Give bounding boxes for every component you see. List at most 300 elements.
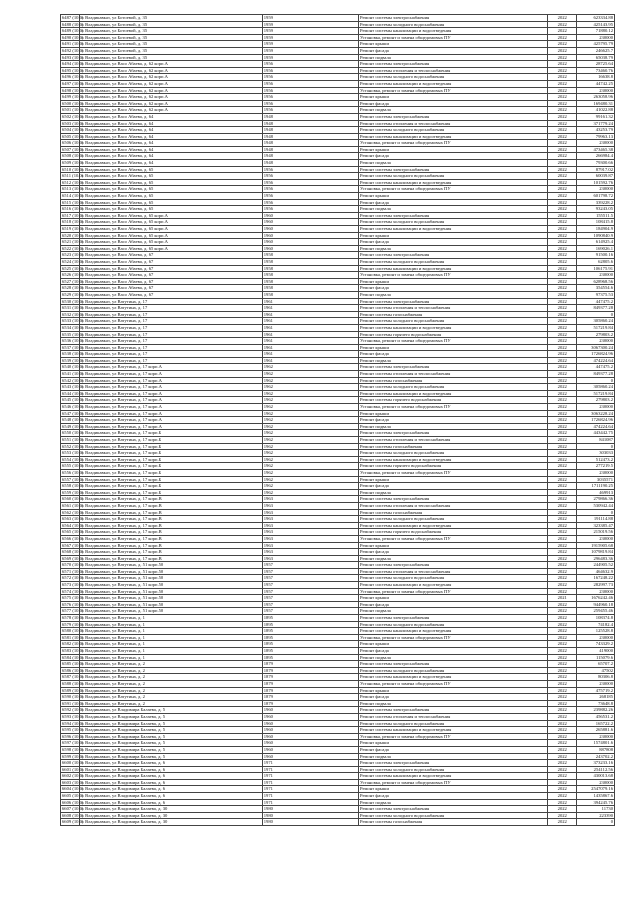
plan-year-cell: 2022	[548, 397, 577, 404]
address-cell: г. Владикавказ, ул Ватутина, д. 17 корп.В	[80, 535, 262, 542]
address-cell: г. Владикавказ, ул Ботоевой, д. 35	[80, 47, 262, 54]
address-cell: г. Владикавказ, ул Ватутина, д. 17 корп.А	[80, 423, 262, 430]
address-cell: г. Владикавказ, ул Владимира Балаева, д. 5	[80, 733, 262, 740]
work-type-cell: Ремонт системы отопления и теплоснабжения	[358, 713, 547, 720]
address-cell: г. Владикавказ, ул Ватутина, д. 1	[80, 634, 262, 641]
plan-year-cell: 2022	[548, 120, 577, 127]
table-row	[61, 641, 615, 648]
cost-cell: 628968.56	[577, 278, 615, 285]
table-row	[61, 357, 615, 364]
build-year-cell: 1957	[262, 562, 358, 569]
work-type-cell: Ремонт системы канализации и водоотведения	[358, 582, 547, 589]
build-year-cell: 1971	[262, 799, 358, 806]
plan-year-cell: 2022	[548, 549, 577, 556]
address-cell: г. Владикавказ, ул Ботоевой, д. 35	[80, 41, 262, 48]
table-row	[61, 186, 615, 193]
plan-year-cell: 2022	[548, 707, 577, 714]
build-year-cell: 1962	[262, 423, 358, 430]
table-row	[61, 371, 615, 378]
work-type-cell: Ремонт фасада	[358, 239, 547, 246]
work-type-cell: Ремонт системы электроснабжения	[358, 806, 547, 813]
work-type-cell: Ремонт системы электроснабжения	[358, 661, 547, 668]
table-row	[61, 773, 615, 780]
plan-year-cell: 2022	[548, 212, 577, 219]
plan-year-cell: 2022	[548, 713, 577, 720]
build-year-cell: 1963	[262, 522, 358, 529]
plan-year-cell: 2022	[548, 575, 577, 582]
plan-year-cell: 2022	[548, 278, 577, 285]
plan-year-cell: 2022	[548, 476, 577, 483]
cost-cell: 3063228.24	[577, 410, 615, 417]
address-cell: г. Владикавказ, ул Васо Абаева, д. 64	[80, 160, 262, 167]
work-type-cell: Ремонт фасада	[358, 694, 547, 701]
cost-cell: 849377.28	[577, 371, 615, 378]
cost-cell: 243702.2	[577, 753, 615, 760]
cost-cell: 512473.2	[577, 456, 615, 463]
table-row	[61, 509, 615, 516]
cost-cell: 1079819.84	[577, 549, 615, 556]
address-cell: г. Владикавказ, ул Ватутина, д. 17 корп.Б	[80, 443, 262, 450]
build-year-cell: 1962	[262, 443, 358, 450]
address-cell: г. Владикавказ, ул Ватутина, д. 51 корп.50	[80, 568, 262, 575]
build-year-cell: 1895	[262, 628, 358, 635]
table-row	[61, 100, 615, 107]
plan-year-cell: 2022	[548, 146, 577, 153]
address-cell: г. Владикавказ, ул Васо Абаева, д. 64	[80, 120, 262, 127]
table-row	[61, 634, 615, 641]
build-year-cell: 1959	[262, 34, 358, 41]
build-year-cell: 1962	[262, 437, 358, 444]
row-number: 6567 (10.0)	[62, 542, 84, 548]
cost-cell: 0	[577, 509, 615, 516]
address-cell: г. Владикавказ, ул Ботоевой, д. 35	[80, 28, 262, 35]
plan-year-cell: 2022	[548, 331, 577, 338]
cost-cell: 230000	[577, 535, 615, 542]
cost-cell: 125528.8	[577, 628, 615, 635]
cost-cell: 371779.24	[577, 120, 615, 127]
build-year-cell: 1958	[262, 291, 358, 298]
cost-cell: 65707.2	[577, 661, 615, 668]
build-year-cell: 1879	[262, 694, 358, 701]
table-row	[61, 272, 615, 279]
address-cell: г. Владикавказ, ул Владимира Балаева, д. 30	[80, 812, 262, 819]
work-type-cell: Ремонт системы отопления и теплоснабжения	[358, 437, 547, 444]
row-number: 6549 (10.0)	[62, 423, 84, 429]
plan-year-cell: 2022	[548, 812, 577, 819]
cost-cell: 73460.76	[577, 67, 615, 74]
address-cell: г. Владикавказ, ул Васо Абаева, д. 62 корп.А	[80, 80, 262, 87]
table-row	[61, 179, 615, 186]
table-row	[61, 390, 615, 397]
work-type-cell: Ремонт фасада	[358, 601, 547, 608]
table-row	[61, 443, 615, 450]
plan-year-cell: 2022	[548, 193, 577, 200]
build-year-cell: 1957	[262, 601, 358, 608]
cost-cell: 74182.4	[577, 621, 615, 628]
work-type-cell: Ремонт фасада	[358, 285, 547, 292]
row-number: 6508 (10.0)	[62, 153, 84, 159]
build-year-cell: 1956	[262, 80, 358, 87]
work-type-cell: Ремонт системы электроснабжения	[358, 212, 547, 219]
plan-year-cell: 2022	[548, 34, 577, 41]
cost-cell: 99161.32	[577, 113, 615, 120]
row-number: 6495 (10.0)	[62, 67, 84, 73]
cost-cell: 230000	[577, 34, 615, 41]
work-type-cell: Ремонт подвала	[358, 160, 547, 167]
work-type-cell: Ремонт системы газоснабжения	[358, 819, 547, 826]
address-cell: г. Владикавказ, ул Ватутина, д. 17 корп.Б	[80, 463, 262, 470]
address-cell: г. Владикавказ, ул Ватутина, д. 17 корп.А	[80, 410, 262, 417]
build-year-cell: 1980	[262, 812, 358, 819]
cost-cell: 296483.36	[577, 555, 615, 562]
cost-cell: 230000	[577, 779, 615, 786]
work-type-cell: Ремонт крыши	[358, 476, 547, 483]
build-year-cell: 1956	[262, 179, 358, 186]
cost-cell: 1726824.96	[577, 351, 615, 358]
cost-cell: 614925.4	[577, 239, 615, 246]
table-row	[61, 384, 615, 391]
row-number: 6605 (10.0)	[62, 793, 84, 799]
row-number: 6590 (10.0)	[62, 694, 84, 700]
work-type-cell: Ремонт крыши	[358, 278, 547, 285]
plan-year-cell: 2022	[548, 127, 577, 134]
build-year-cell: 1957	[262, 608, 358, 615]
work-type-cell: Установка, ремонт и замена общедомовых ПУ	[358, 404, 547, 411]
cost-cell: 425795.79	[577, 41, 615, 48]
cost-cell: 0	[577, 311, 615, 318]
cost-cell: 259455.46	[577, 608, 615, 615]
build-year-cell: 1960	[262, 733, 358, 740]
cost-cell: 230000	[577, 338, 615, 345]
build-year-cell: 1963	[262, 535, 358, 542]
work-type-cell: Ремонт системы холодного водоснабжения	[358, 516, 547, 523]
build-year-cell: 1961	[262, 338, 358, 345]
work-type-cell: Ремонт подвала	[358, 654, 547, 661]
build-year-cell: 1961	[262, 351, 358, 358]
cost-cell: 65038.79	[577, 54, 615, 61]
address-cell: г. Владикавказ, ул Ватутина, д. 17 корп.В	[80, 496, 262, 503]
row-number: 6528 (10.0)	[62, 285, 84, 291]
work-type-cell: Ремонт крыши	[358, 94, 547, 101]
row-number: 6530 (10.0)	[62, 298, 84, 304]
work-type-cell: Установка, ремонт и замена общедомовых ПУ	[358, 272, 547, 279]
build-year-cell: 1961	[262, 318, 358, 325]
work-type-cell: Установка, ремонт и замена общедомовых ПУ	[358, 469, 547, 476]
plan-year-cell: 2022	[548, 357, 577, 364]
cost-cell: 62805.6	[577, 258, 615, 265]
address-cell: г. Владикавказ, ул Владимира Балаева, д. 6	[80, 799, 262, 806]
plan-year-cell: 2022	[548, 140, 577, 147]
work-type-cell: Ремонт системы электроснабжения	[358, 615, 547, 622]
table-row	[61, 305, 615, 312]
registry-table-body	[61, 15, 615, 826]
address-cell: г. Владикавказ, ул Ватутина, д. 51 корп.50	[80, 595, 262, 602]
build-year-cell: 1963	[262, 529, 358, 536]
cost-cell: 443442.75	[577, 430, 615, 437]
work-type-cell: Установка, ремонт и замена общедомовых ПУ	[358, 186, 547, 193]
table-row	[61, 34, 615, 41]
row-number: 6538 (10.0)	[62, 351, 84, 357]
address-cell: г. Владикавказ, ул Владимира Балаева, д. 6	[80, 773, 262, 780]
table-row	[61, 793, 615, 800]
table-row	[61, 199, 615, 206]
table-row	[61, 700, 615, 707]
table-row	[61, 127, 615, 134]
row-number: 6542 (10.0)	[62, 377, 84, 383]
build-year-cell: 1960	[262, 232, 358, 239]
address-cell: г. Владикавказ, ул Васо Абаева, д. 62 корп.А	[80, 67, 262, 74]
table-row	[61, 173, 615, 180]
cost-cell: 11730	[577, 806, 615, 813]
address-cell: г. Владикавказ, ул Васо Абаева, д. 67	[80, 252, 262, 259]
table-row	[61, 555, 615, 562]
work-type-cell: Установка, ремонт и замена общедомовых ПУ	[358, 680, 547, 687]
cost-cell: 474224.64	[577, 423, 615, 430]
row-number: 6562 (10.0)	[62, 509, 84, 515]
row-number: 6550 (10.0)	[62, 430, 84, 436]
cost-cell: 1711190.25	[577, 483, 615, 490]
work-type-cell: Ремонт подвала	[358, 423, 547, 430]
table-row	[61, 707, 615, 714]
address-cell: г. Владикавказ, ул Васо Абаева, д. 65	[80, 179, 262, 186]
build-year-cell: 1959	[262, 41, 358, 48]
plan-year-cell: 2022	[548, 522, 577, 529]
work-type-cell: Ремонт системы канализации и водоотведения	[358, 390, 547, 397]
address-cell: г. Владикавказ, ул Ватутина, д. 51 корп.50	[80, 588, 262, 595]
row-number: 6540 (10.0)	[62, 364, 84, 370]
cost-cell: 230000	[577, 186, 615, 193]
row-number: 6513 (10.0)	[62, 186, 84, 192]
table-row	[61, 549, 615, 556]
address-cell: г. Владикавказ, ул Васо Абаева, д. 65	[80, 173, 262, 180]
row-number: 6561 (10.0)	[62, 502, 84, 508]
cost-cell: 474224.64	[577, 357, 615, 364]
plan-year-cell: 2022	[548, 615, 577, 622]
plan-year-cell: 2022	[548, 555, 577, 562]
cost-cell: 155511.5	[577, 212, 615, 219]
cost-cell: 475719.2	[577, 687, 615, 694]
address-cell: г. Владикавказ, ул Ватутина, д. 2	[80, 680, 262, 687]
plan-year-cell: 2022	[548, 443, 577, 450]
address-cell: г. Владикавказ, ул Ватутина, д. 17	[80, 305, 262, 312]
plan-year-cell: 2022	[548, 390, 577, 397]
table-row	[61, 67, 615, 74]
work-type-cell: Ремонт фасада	[358, 746, 547, 753]
address-cell: г. Владикавказ, ул Васо Абаева, д. 62 корп.А	[80, 100, 262, 107]
build-year-cell: 1948	[262, 140, 358, 147]
cost-cell: 425143.95	[577, 21, 615, 28]
address-cell: г. Владикавказ, ул Ватутина, д. 17 корп.Б	[80, 469, 262, 476]
row-number: 6582 (10.0)	[62, 641, 84, 647]
work-type-cell: Ремонт системы электроснабжения	[358, 496, 547, 503]
table-row	[61, 21, 615, 28]
table-row	[61, 153, 615, 160]
work-type-cell: Ремонт системы электроснабжения	[358, 166, 547, 173]
plan-year-cell: 2022	[548, 720, 577, 727]
build-year-cell: 1962	[262, 476, 358, 483]
row-number: 6587 (10.0)	[62, 674, 84, 680]
cost-cell: 47502	[577, 667, 615, 674]
cost-cell: 623334.88	[577, 15, 615, 22]
row-number: 6523 (10.0)	[62, 252, 84, 258]
table-row	[61, 377, 615, 384]
plan-year-cell: 2022	[548, 727, 577, 734]
build-year-cell: 1960	[262, 713, 358, 720]
plan-year-cell: 2022	[548, 364, 577, 371]
row-number: 6574 (10.0)	[62, 588, 84, 594]
table-row	[61, 54, 615, 61]
table-row	[61, 779, 615, 786]
row-number: 6565 (10.0)	[62, 529, 84, 535]
address-cell: г. Владикавказ, ул Ватутина, д. 1	[80, 628, 262, 635]
address-cell: г. Владикавказ, ул Ватутина, д. 1	[80, 654, 262, 661]
build-year-cell: 1879	[262, 700, 358, 707]
work-type-cell: Ремонт подвала	[358, 489, 547, 496]
address-cell: г. Владикавказ, ул Ватутина, д. 17 корп.А	[80, 404, 262, 411]
table-row	[61, 680, 615, 687]
table-row	[61, 80, 615, 87]
table-row	[61, 15, 615, 22]
plan-year-cell: 2022	[548, 80, 577, 87]
plan-year-cell: 2022	[548, 502, 577, 509]
address-cell: г. Владикавказ, ул Васо Абаева, д. 64	[80, 133, 262, 140]
work-type-cell: Ремонт системы отопления и теплоснабжения	[358, 502, 547, 509]
work-type-cell: Ремонт системы горячего водоснабжения	[358, 331, 547, 338]
build-year-cell: 1962	[262, 483, 358, 490]
table-row	[61, 311, 615, 318]
table-row	[61, 140, 615, 147]
plan-year-cell: 2022	[548, 648, 577, 655]
cost-cell: 339228.2	[577, 199, 615, 206]
work-type-cell: Ремонт системы холодного водоснабжения	[358, 173, 547, 180]
plan-year-cell: 2022	[548, 107, 577, 114]
work-type-cell: Ремонт системы канализации и водоотведения	[358, 674, 547, 681]
cost-cell: 456531.2	[577, 713, 615, 720]
address-cell: г. Владикавказ, ул Ватутина, д. 17 корп.В	[80, 549, 262, 556]
work-type-cell: Ремонт системы холодного водоснабжения	[358, 667, 547, 674]
row-number: 6533 (10.0)	[62, 318, 84, 324]
table-row	[61, 727, 615, 734]
row-number: 6559 (10.0)	[62, 489, 84, 495]
build-year-cell: 1962	[262, 469, 358, 476]
cost-cell: 91500.16	[577, 252, 615, 259]
address-cell: г. Владикавказ, ул Васо Абаева, д. 65	[80, 206, 262, 213]
address-cell: г. Владикавказ, ул Ватутина, д. 2	[80, 661, 262, 668]
work-type-cell: Ремонт системы канализации и водоотведения	[358, 226, 547, 233]
table-row	[61, 489, 615, 496]
row-number: 6591 (10.0)	[62, 700, 84, 706]
address-cell: г. Владикавказ, ул Васо Абаева, д. 65 корп.А	[80, 219, 262, 226]
address-cell: г. Владикавказ, ул Ватутина, д. 1	[80, 615, 262, 622]
row-number: 6526 (10.0)	[62, 272, 84, 278]
work-type-cell: Ремонт системы электроснабжения	[358, 760, 547, 767]
address-cell: г. Владикавказ, ул Ватутина, д. 17 корп.А	[80, 397, 262, 404]
work-type-cell: Ремонт системы горячего водоснабжения	[358, 463, 547, 470]
table-row	[61, 430, 615, 437]
table-row	[61, 516, 615, 523]
cost-cell: 447475.2	[577, 364, 615, 371]
cost-cell: 239882.26	[577, 707, 615, 714]
address-cell: г. Владикавказ, ул Владимира Балаева, д. 5	[80, 753, 262, 760]
address-cell: г. Владикавказ, ул Васо Абаева, д. 65 корп.А	[80, 226, 262, 233]
table-row	[61, 542, 615, 549]
address-cell: г. Владикавказ, ул Васо Абаева, д. 67	[80, 278, 262, 285]
row-number: 6592 (10.0)	[62, 707, 84, 713]
build-year-cell: 1959	[262, 15, 358, 22]
address-cell: г. Владикавказ, ул Ватутина, д. 17	[80, 344, 262, 351]
build-year-cell: 1948	[262, 160, 358, 167]
row-number: 6531 (10.0)	[62, 305, 84, 311]
row-number: 6515 (10.0)	[62, 199, 84, 205]
plan-year-cell: 2022	[548, 133, 577, 140]
address-cell: г. Владикавказ, ул Ботоевой, д. 35	[80, 15, 262, 22]
cost-cell: 263058.96	[577, 94, 615, 101]
build-year-cell: 1957	[262, 575, 358, 582]
work-type-cell: Ремонт фасада	[358, 793, 547, 800]
cost-cell: 184904.9	[577, 226, 615, 233]
address-cell: г. Владикавказ, ул Ватутина, д. 17 корп.В	[80, 509, 262, 516]
build-year-cell: 1960	[262, 740, 358, 747]
work-type-cell: Ремонт системы канализации и водоотведения	[358, 133, 547, 140]
build-year-cell: 1895	[262, 615, 358, 622]
plan-year-cell: 2022	[548, 450, 577, 457]
table-row	[61, 575, 615, 582]
row-number: 6581 (10.0)	[62, 634, 84, 640]
build-year-cell: 1963	[262, 516, 358, 523]
table-row	[61, 344, 615, 351]
row-number: 6519 (10.0)	[62, 226, 84, 231]
work-type-cell: Ремонт системы канализации и водоотведения	[358, 522, 547, 529]
table-row	[61, 437, 615, 444]
work-type-cell: Ремонт системы холодного водоснабжения	[358, 127, 547, 134]
table-row	[61, 529, 615, 536]
address-cell: г. Владикавказ, ул Владимира Балаева, д. 30	[80, 819, 262, 826]
work-type-cell: Установка, ремонт и замена общедомовых ПУ	[358, 634, 547, 641]
row-number: 6517 (10.0)	[62, 212, 84, 218]
cost-cell: 277219.5	[577, 463, 615, 470]
work-type-cell: Ремонт системы электроснабжения	[358, 707, 547, 714]
build-year-cell: 1957	[262, 582, 358, 589]
cost-cell: 1915905.68	[577, 542, 615, 549]
plan-year-cell: 2022	[548, 694, 577, 701]
address-cell: г. Владикавказ, ул Владимира Балаева, д. 5	[80, 746, 262, 753]
row-number: 6576 (10.0)	[62, 601, 84, 607]
cost-cell: 230000	[577, 634, 615, 641]
build-year-cell: 1962	[262, 463, 358, 470]
table-row	[61, 687, 615, 694]
plan-year-cell: 2022	[548, 173, 577, 180]
row-number: 6566 (10.0)	[62, 535, 84, 541]
plan-year-cell: 2022	[548, 562, 577, 569]
plan-year-cell: 2022	[548, 324, 577, 331]
cost-cell: 230000	[577, 680, 615, 687]
table-row	[61, 733, 615, 740]
build-year-cell: 1960	[262, 753, 358, 760]
address-cell: г. Владикавказ, ул Ботоевой, д. 35	[80, 34, 262, 41]
plan-year-cell: 2022	[548, 160, 577, 167]
table-row	[61, 41, 615, 48]
row-number: 6534 (10.0)	[62, 324, 84, 330]
row-number: 6525 (10.0)	[62, 265, 84, 271]
build-year-cell: 1960	[262, 720, 358, 727]
build-year-cell: 1958	[262, 272, 358, 279]
row-number: 6588 (10.0)	[62, 680, 84, 686]
work-type-cell: Ремонт системы холодного водоснабжения	[358, 621, 547, 628]
address-cell: г. Владикавказ, ул Ватутина, д. 17 корп.Б	[80, 483, 262, 490]
table-row	[61, 568, 615, 575]
row-number: 6491 (10.0)	[62, 41, 84, 47]
table-row	[61, 608, 615, 615]
